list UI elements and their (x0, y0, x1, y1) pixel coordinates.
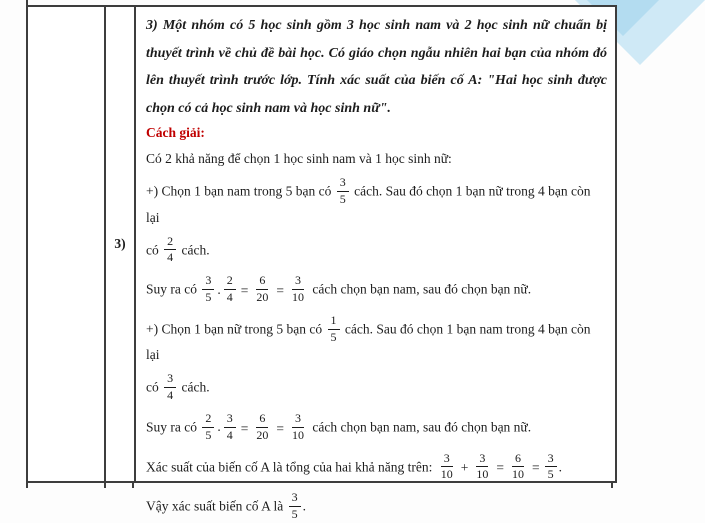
fraction-denominator: 20 (256, 289, 269, 304)
fraction-denominator: 5 (291, 506, 298, 521)
text-segment: có (146, 241, 163, 257)
fraction-denominator: 5 (330, 329, 337, 344)
fraction-numerator: 3 (292, 274, 304, 290)
text-segment: cách chọn bạn nam, sau đó chọn bạn nữ. (309, 281, 532, 297)
solution-line (146, 410, 607, 444)
fraction (253, 274, 271, 305)
fraction-numerator: 3 (337, 176, 349, 192)
math-operator: = (240, 282, 249, 298)
math-operator: . (217, 281, 221, 297)
fraction-denominator: 4 (226, 289, 233, 304)
solution-line (146, 450, 607, 484)
text-segment: . (558, 458, 563, 474)
table-cell-number (106, 7, 136, 481)
fraction-denominator: 5 (339, 191, 346, 206)
math-operator: = (532, 460, 540, 476)
solution-line (146, 149, 607, 168)
fraction (164, 235, 176, 266)
fraction (224, 274, 236, 305)
fraction-denominator: 10 (292, 289, 304, 304)
fraction-numerator: 3 (164, 372, 176, 388)
worksheet-table-row (26, 5, 617, 521)
fraction (253, 412, 271, 443)
solution-line (146, 233, 607, 267)
table-cell-empty (28, 7, 106, 481)
fraction-denominator: 4 (226, 427, 233, 442)
fraction-numerator: 3 (202, 274, 214, 290)
fraction-numerator: 6 (256, 412, 268, 428)
fraction-numerator: 1 (328, 314, 340, 330)
math-operator: . (217, 419, 221, 435)
fraction-numerator: 3 (545, 452, 557, 468)
fraction (438, 452, 456, 483)
table-cell-content (136, 7, 615, 521)
fraction (337, 176, 349, 207)
fraction-numerator: 6 (256, 274, 268, 290)
fraction (509, 452, 527, 483)
solution-line (146, 312, 607, 365)
fraction-numerator: 3 (289, 491, 301, 507)
fraction-denominator: 10 (476, 467, 489, 482)
solution-heading: Cách giải: (146, 125, 205, 140)
math-operator: = (496, 460, 505, 476)
solution-line (146, 373, 607, 404)
text-segment: cách. Sau đó chọn 1 bạn nam trong 4 bạn còn lại (146, 321, 594, 363)
text-segment: cách. Sau đó chọn 1 bạn nữ trong 4 bạn còn lại (146, 183, 594, 225)
text-segment: có (146, 379, 163, 395)
fraction-denominator: 5 (547, 467, 554, 482)
fraction (202, 412, 214, 443)
solution-line (146, 177, 607, 227)
fraction-numerator: 2 (224, 274, 236, 290)
fraction-denominator: 10 (292, 427, 304, 442)
problem-statement: 3) Một nhóm có 5 học sinh gồm 3 học sinh nam và 2 học sinh nữ chuẩn bị thuyết trình về chủ đề bài học. Có giáo chọn ngẫu nhiên hai bạn của nhóm đó lên thuyết trình trước lớp. Tính xác suất của biến cố A: "Hai học sinh được chọn có cả học sinh nam và học sinh nữ". (146, 18, 607, 116)
fraction (328, 314, 340, 345)
text-segment: +) Chọn 1 bạn nam trong 5 bạn có (146, 183, 335, 199)
text-segment: Suy ra có (146, 419, 201, 435)
text-segment: Có 2 khả năng để chọn 1 học sinh nam và 1 học sinh nữ: (146, 151, 452, 166)
fraction (164, 372, 176, 403)
fraction-numerator: 3 (476, 452, 488, 468)
fraction-numerator: 2 (202, 412, 214, 428)
math-operator: = (240, 420, 249, 436)
fraction-numerator: 2 (164, 235, 176, 251)
fraction-numerator: 3 (441, 452, 453, 468)
text-segment: cách. (178, 241, 210, 257)
fraction-numerator: 3 (292, 412, 304, 428)
math-operator: = (276, 282, 284, 298)
fraction-denominator: 4 (167, 388, 174, 403)
fraction-denominator: 5 (205, 427, 212, 442)
text-segment: Xác suất của biến cố A là tổng của hai khả năng trên: (146, 458, 436, 474)
fraction (289, 491, 301, 522)
fraction (224, 412, 236, 443)
math-operator: + (460, 460, 469, 476)
fraction-denominator: 4 (167, 250, 174, 265)
fraction (289, 412, 307, 443)
text-segment: +) Chọn 1 bạn nữ trong 5 bạn có (146, 321, 326, 337)
fraction (202, 274, 214, 305)
text-segment: Suy ra có (146, 281, 201, 297)
text-segment: cách chọn bạn nam, sau đó chọn bạn nữ. (309, 419, 532, 435)
fraction-denominator: 10 (512, 467, 525, 482)
text-segment: Vậy xác suất biến cố A là (146, 498, 287, 514)
solution-line (146, 492, 607, 523)
text-segment: . (302, 498, 306, 514)
fraction (473, 452, 491, 483)
solution-line (146, 275, 607, 306)
fraction-numerator: 3 (224, 412, 236, 428)
fraction (289, 274, 307, 305)
fraction-denominator: 10 (440, 467, 453, 482)
math-operator: = (276, 420, 284, 436)
fraction-denominator: 20 (256, 427, 269, 442)
fraction (545, 452, 557, 483)
text-segment: cách. (178, 379, 210, 395)
row-number-label: 3) (114, 236, 126, 251)
fraction-numerator: 6 (512, 452, 524, 468)
fraction-denominator: 5 (205, 289, 212, 304)
